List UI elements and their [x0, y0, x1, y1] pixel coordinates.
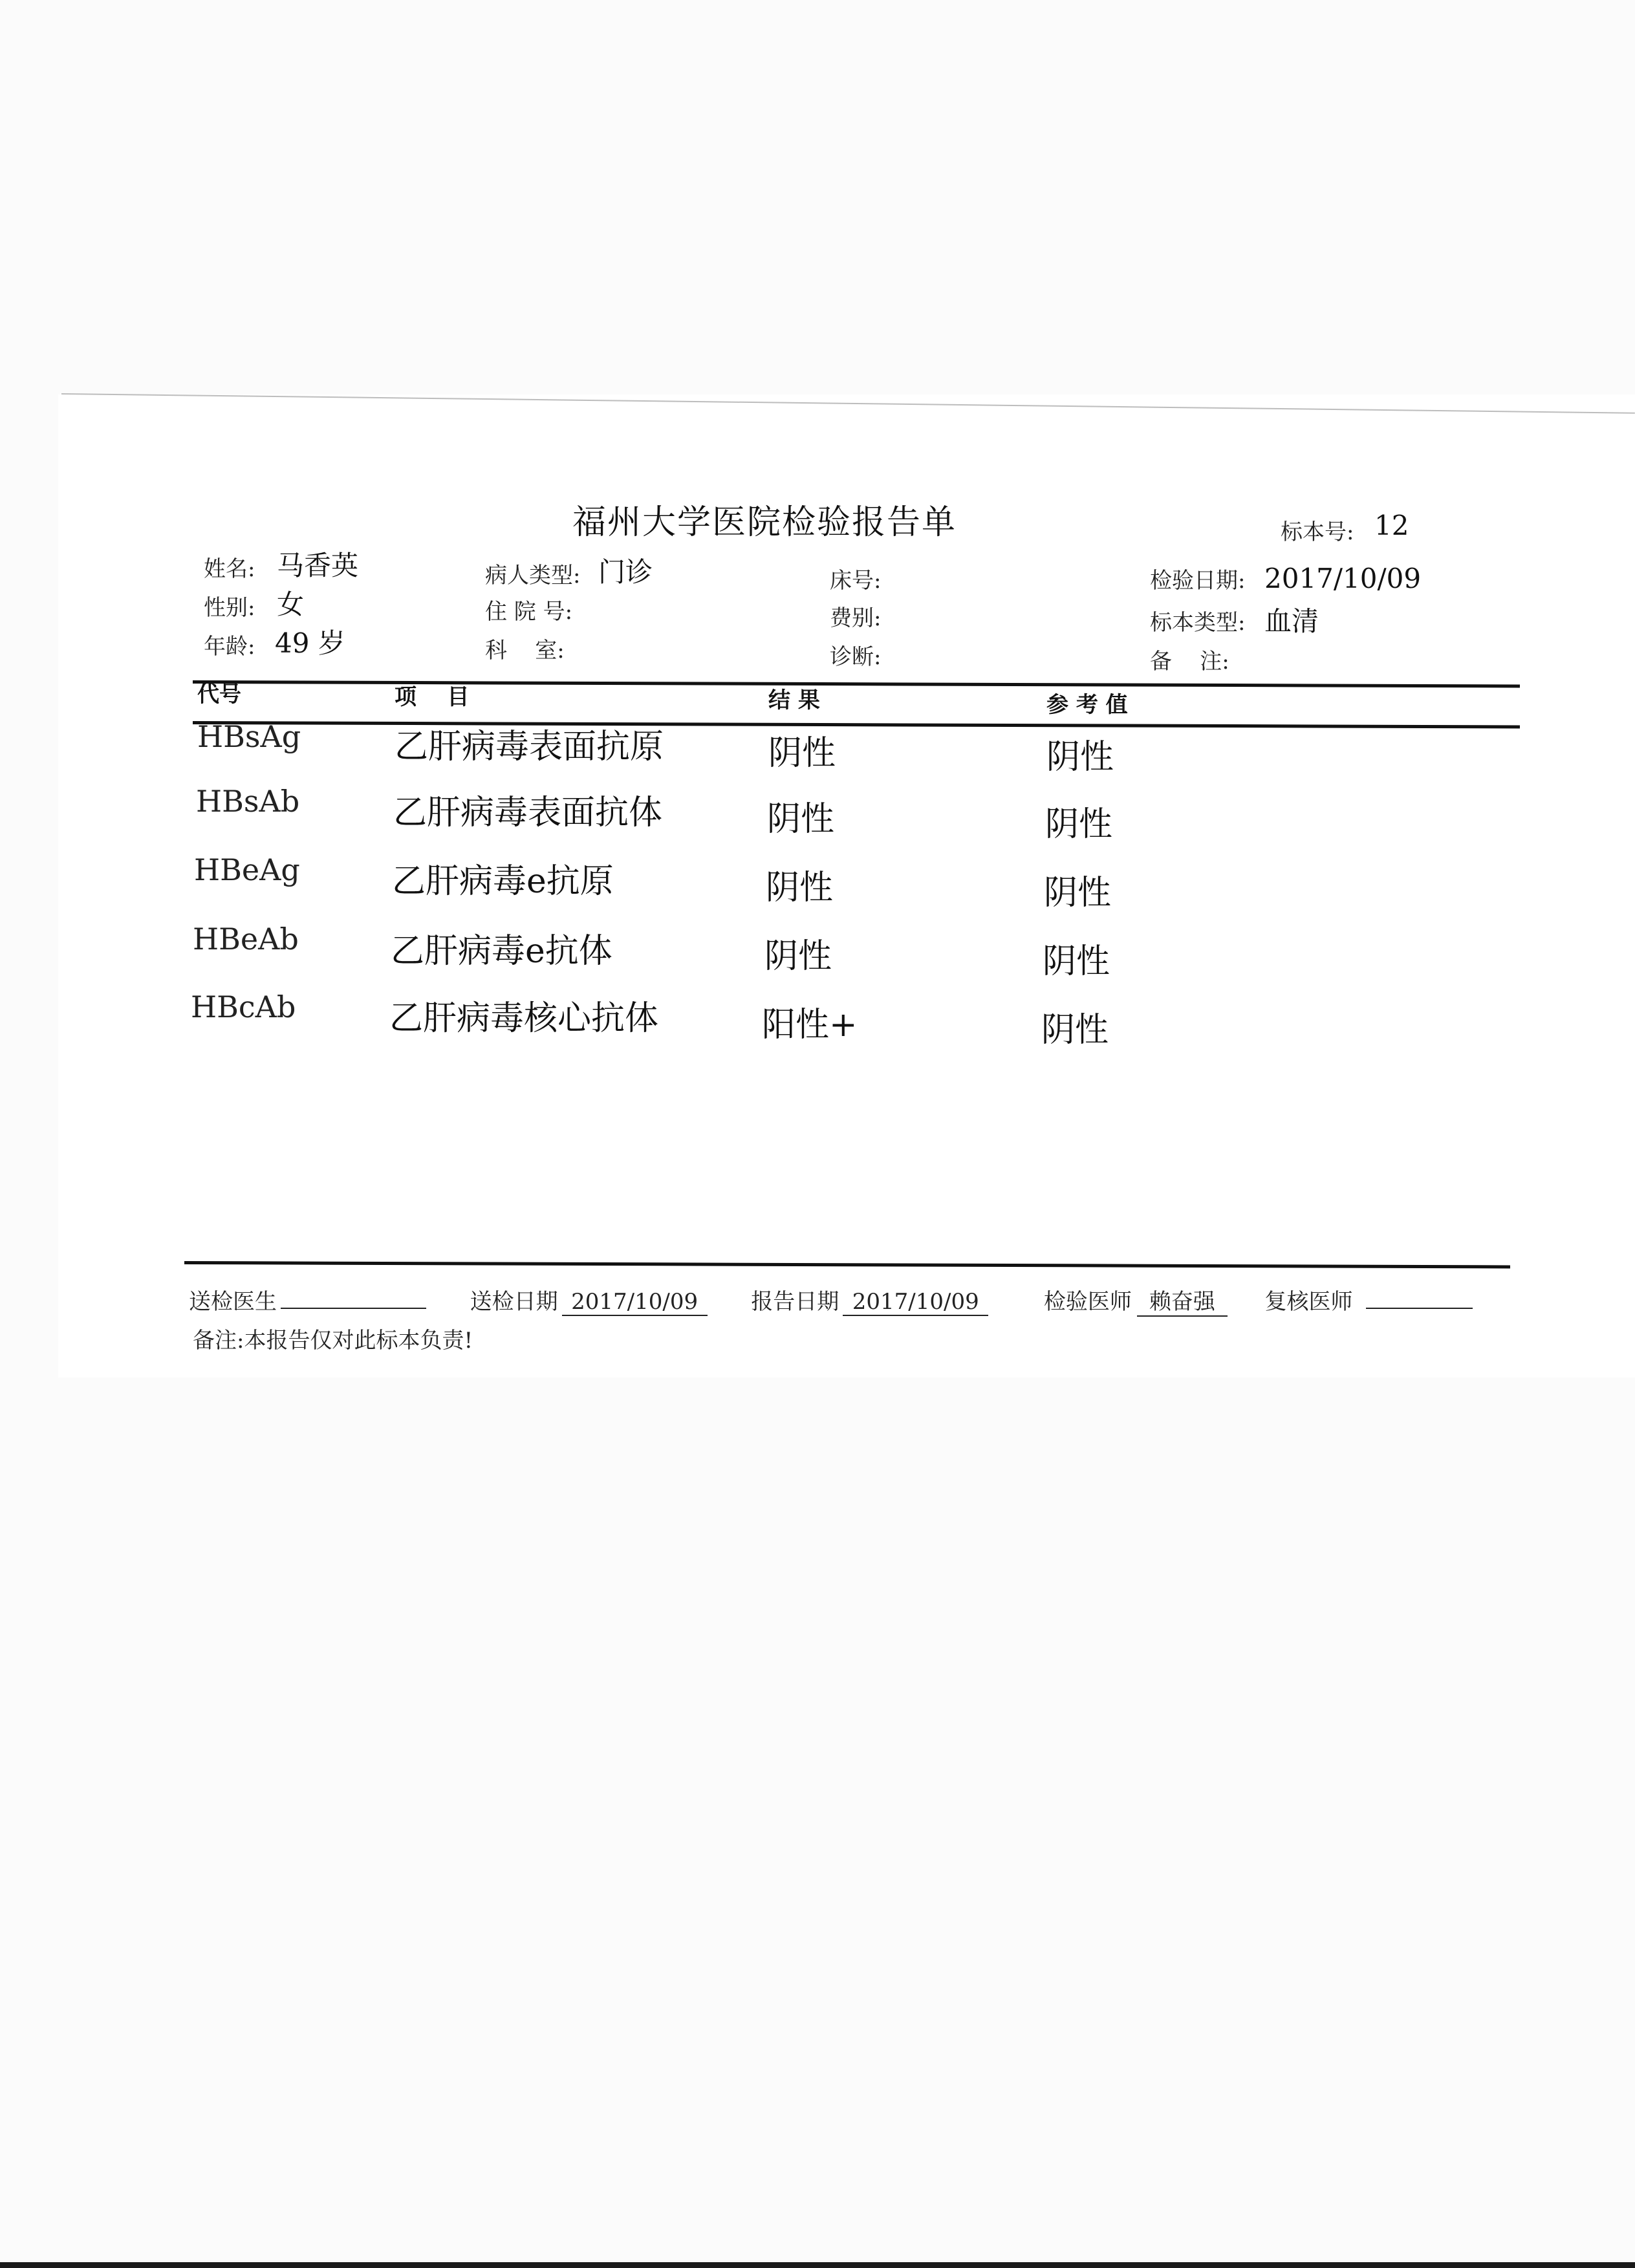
name-label: 姓名:: [204, 556, 255, 582]
report-title: 福州大学医院检验报告单: [572, 503, 957, 542]
row-reference: 阴性: [1043, 942, 1110, 981]
patient-type-label: 病人类型:: [485, 563, 581, 589]
header-result: 结 果: [768, 687, 820, 713]
row-result: 阳性+: [762, 1006, 858, 1044]
sender-field: [281, 1308, 426, 1309]
row-item: 乙肝病毒核心抗体: [389, 999, 659, 1038]
row-item: 乙肝病毒表面抗体: [393, 794, 663, 832]
specimen-no: 12: [1374, 510, 1409, 541]
row-item: 乙肝病毒e抗原: [392, 862, 614, 901]
row-result: 阴性: [767, 800, 835, 839]
row-code: HBeAg: [194, 852, 300, 887]
diagnosis-label: 诊断:: [830, 644, 882, 670]
row-code: HBcAb: [191, 989, 296, 1024]
row-item: 乙肝病毒表面抗原: [395, 728, 664, 766]
specimen-type: 血清: [1264, 605, 1319, 637]
footer-note: 备注:本报告仅对此标本负责!: [193, 1328, 473, 1354]
header-item: 项 目: [395, 684, 470, 710]
specimen-no-label: 标本号:: [1281, 519, 1354, 545]
bed-label: 床号:: [830, 568, 882, 594]
patient-name: 马香英: [277, 550, 359, 581]
test-date: 2017/10/09: [1264, 563, 1422, 594]
reviewer-field: [1366, 1308, 1473, 1309]
report-date: 2017/10/09: [843, 1289, 988, 1316]
inpatient-no-label: 住 院 号:: [485, 599, 573, 625]
row-result: 阴性: [764, 937, 832, 976]
report-date-label: 报告日期: [751, 1289, 839, 1315]
age-label: 年龄:: [204, 634, 255, 660]
row-code: HBsAg: [197, 719, 301, 754]
tester-name: 赖奋强: [1137, 1284, 1228, 1317]
scan-bottom-edge: [0, 2262, 1635, 2268]
row-reference: 阴性: [1046, 738, 1114, 777]
test-date-label: 检验日期:: [1150, 568, 1246, 594]
remark-label: 备 注:: [1150, 649, 1229, 675]
row-code: HBeAb: [193, 922, 299, 956]
tester-label: 检验医师: [1043, 1289, 1132, 1315]
send-date: 2017/10/09: [562, 1289, 708, 1316]
department-label: 科 室:: [485, 638, 565, 664]
row-reference: 阴性: [1045, 805, 1113, 844]
row-item: 乙肝病毒e抗体: [391, 932, 612, 971]
sender-label: 送检医生: [189, 1289, 277, 1315]
row-result: 阴性: [766, 869, 834, 907]
sex-label: 性别:: [204, 595, 255, 621]
specimen-type-label: 标本类型:: [1150, 610, 1246, 636]
fee-label: 费别:: [830, 605, 882, 631]
patient-sex: 女: [277, 589, 305, 620]
patient-age: 49 岁: [275, 627, 345, 659]
send-date-label: 送检日期: [470, 1289, 558, 1315]
row-code: HBsAb: [196, 784, 300, 819]
reviewer-label: 复核医师: [1264, 1289, 1353, 1315]
row-reference: 阴性: [1044, 874, 1112, 913]
header-code: 代号: [197, 682, 241, 707]
row-reference: 阴性: [1041, 1011, 1109, 1050]
patient-type: 门诊: [598, 556, 653, 588]
header-reference: 参 考 值: [1046, 692, 1128, 718]
footer-signatures: [189, 1284, 1473, 1317]
row-result: 阴性: [768, 734, 836, 773]
